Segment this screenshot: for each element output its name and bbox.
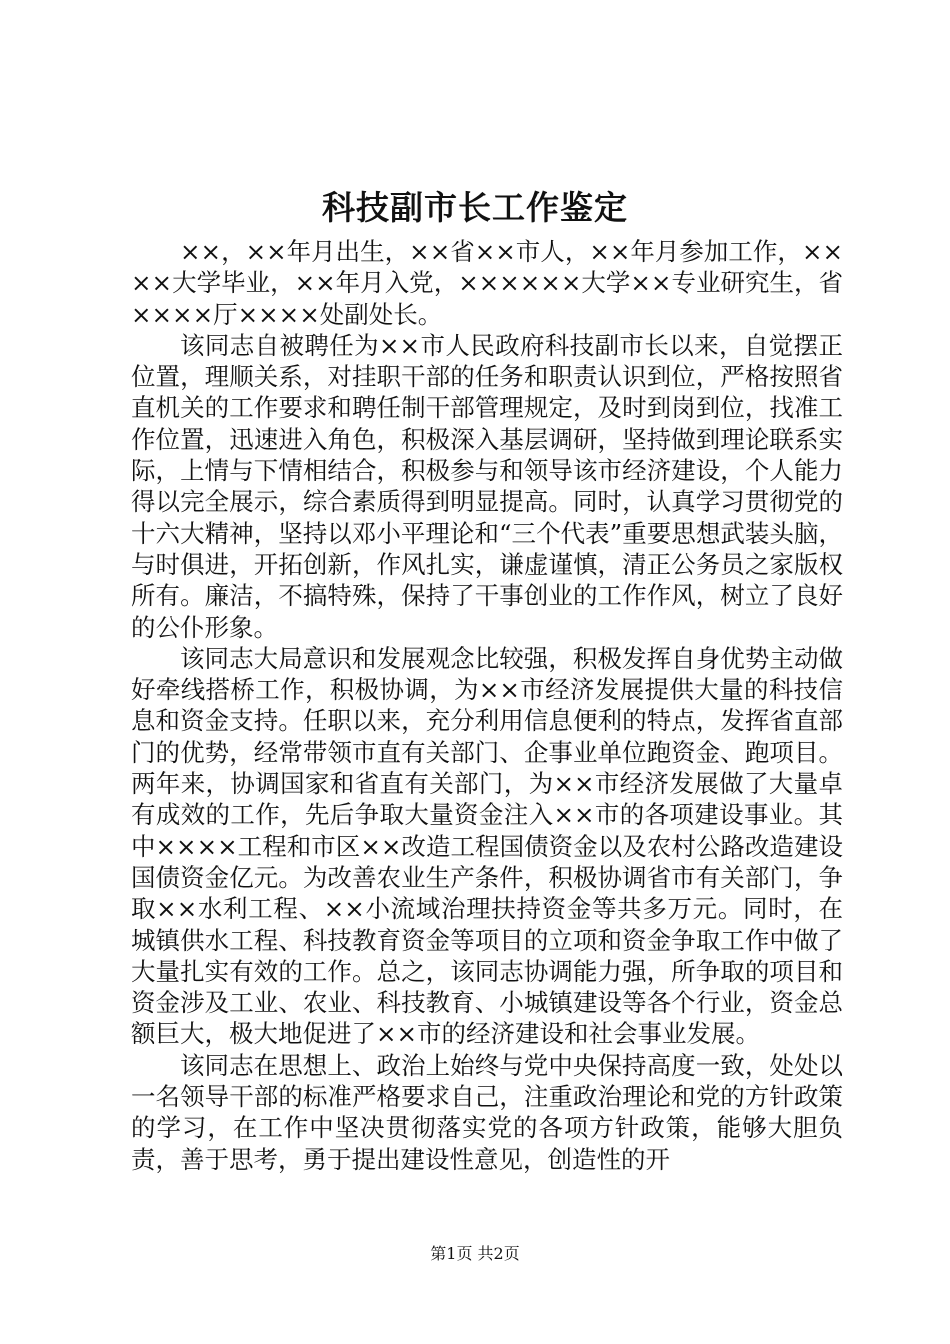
- page-number: 第1页 共2页: [430, 1244, 520, 1263]
- document-title: 科技副市长工作鉴定: [322, 188, 628, 227]
- page-footer: [0, 1243, 950, 1265]
- document-body: [131, 236, 843, 1175]
- paragraph-3: 该同志大局意识和发展观念比较强，积极发挥自身优势主动做好牵线搭桥工作，积极协调，为××市经济发展提供大量的科技信息和资金支持。任职以来，充分利用信息便利的特点，发挥省直部门的优势，经常带领市直有关部门、企事业单位跑资金、跑项目。两年来，协调国家和省直有关部门，为××市经济发展做了大量卓有成效的工作，先后争取大量资金注入××市的各项建设事业。其中××××工程和市区××改造工程国债资金以及农村公路改造建设国债资金亿元。为改善农业生产条件，积极协调省市有关部门，争取××水利工程、××小流域治理扶持资金等共多万元。同时，在城镇供水工程、科技教育资金等项目的立项和资金争取工作中做了大量扎实有效的工作。总之，该同志协调能力强，所争取的项目和资金涉及工业、农业、科技教育、小城镇建设等各个行业，资金总额巨大，极大地促进了××市的经济建设和社会事业发展。: [131, 643, 843, 1049]
- paragraph-4: 该同志在思想上、政治上始终与党中央保持高度一致，处处以一名领导干部的标准严格要求自己，注重政治理论和党的方针政策的学习，在工作中坚决贯彻落实党的各项方针政策，能够大胆负责，善于思考，勇于提出建设性意见，创造性的开: [131, 1050, 843, 1174]
- paragraph-2: 该同志自被聘任为××市人民政府科技副市长以来，自觉摆正位置，理顺关系，对挂职干部的任务和职责认识到位，严格按照省直机关的工作要求和聘任制干部管理规定，及时到岗到位，找准工作位置，迅速进入角色，积极深入基层调研，坚持做到理论联系实际，上情与下情相结合，积极参与和领导该市经济建设，个人能力得以完全展示，综合素质得到明显提高。同时，认真学习贯彻党的十六大精神，坚持以邓小平理论和“三个代表”重要思想武装头脑，与时俱进，开拓创新，作风扎实，谦虚谨慎，清正公务员之家版权所有。廉洁，不搞特殊，保持了干事创业的工作作风，树立了良好的公仆形象。: [131, 330, 843, 642]
- paragraph-1: ××，××年月出生，××省××市人，××年月参加工作，××××大学毕业，××年月入党，××××××大学××专业研究生，省××××厅××××处副处长。: [131, 237, 843, 329]
